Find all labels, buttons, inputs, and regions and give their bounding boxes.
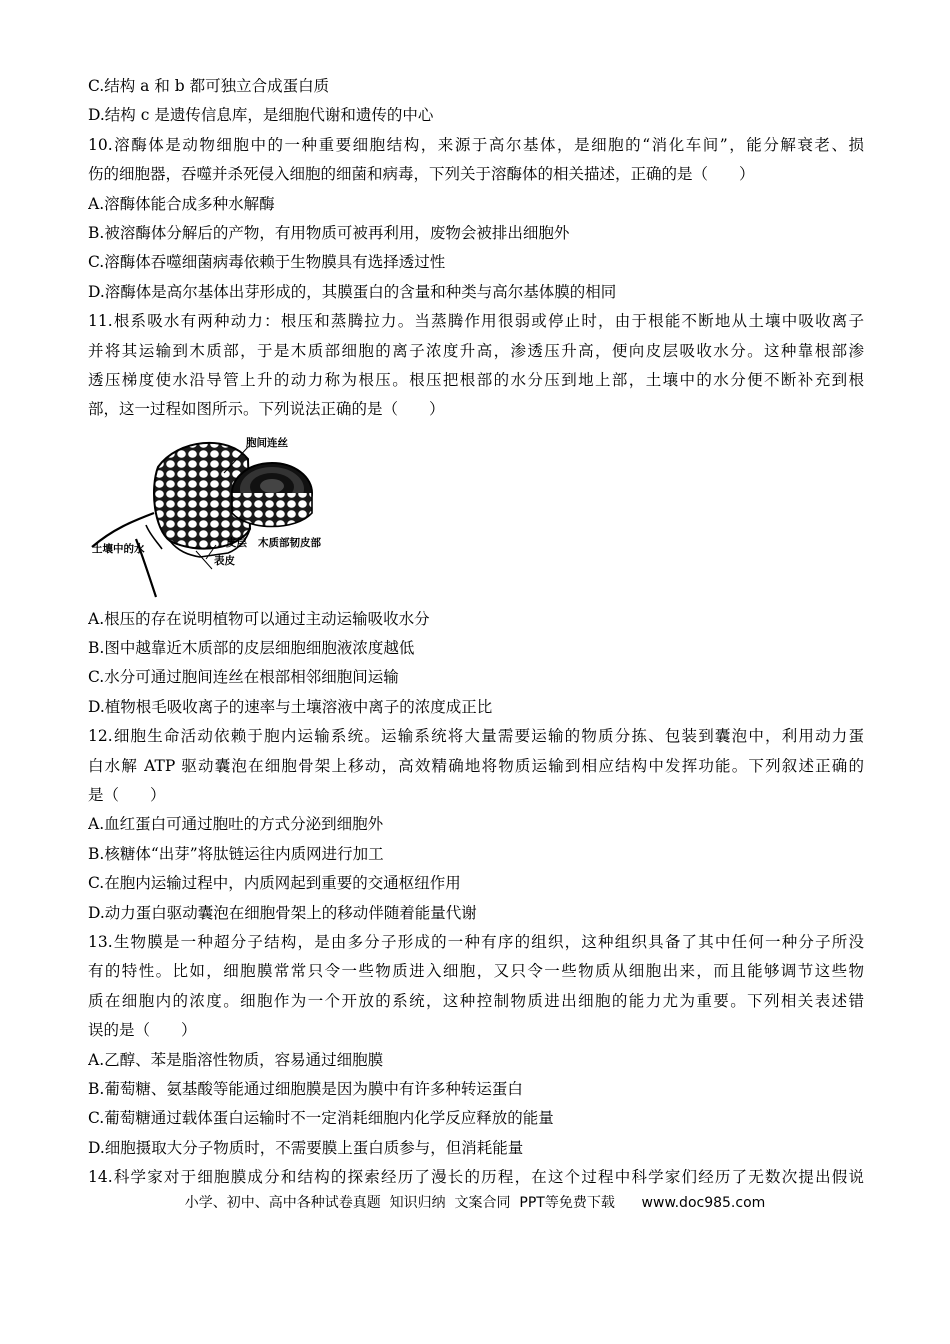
- question-13-stem: 13.生物膜是一种超分子结构，是由多分子形成的一种有序的组织，这种组织具备了其中任何一种分子所没: [88, 932, 864, 951]
- option-a: A.根压的存在说明植物可以通过主动运输吸收水分: [88, 609, 430, 628]
- label-xylem-phloem: 木质部韧皮部: [258, 536, 321, 549]
- question-12-stem: 白水解 ATP 驱动囊泡在细胞骨架上移动，高效精确地将物质运输到相应结构中发挥功能。下列叙述正确的: [88, 756, 864, 775]
- question-content: [88, 72, 864, 1193]
- question-12-stem: 是（ ）: [88, 786, 166, 805]
- option-b: B.图中越靠近木质部的皮层细胞细胞液浓度越低: [88, 639, 415, 658]
- page-footer: 小学、初中、高中各种试卷真题 知识归纳 文案合同 PPT等免费下载 www.doc985.com: [184, 1195, 766, 1211]
- question-10-stem: 伤的细胞器，吞噬并杀死侵入细胞的细菌和病毒，下列关于溶酶体的相关描述，正确的是（ ）: [88, 165, 755, 184]
- label-cortex: 皮层: [226, 536, 247, 549]
- question-11-stem: 并将其运输到木质部，于是木质部细胞的离子浓度升高，渗透压升高，便向皮层吸收水分。这种靠根部渗: [88, 341, 864, 360]
- text-line: D.结构 c 是遗传信息库，是细胞代谢和遗传的中心: [88, 106, 434, 125]
- question-10-stem: 10.溶酶体是动物细胞中的一种重要细胞结构，来源于高尔基体，是细胞的“消化车间”，能分解衰老、损: [88, 135, 864, 154]
- option-a: A.溶酶体能合成多种水解酶: [88, 194, 275, 213]
- option-c: C.水分可通过胞间连丝在根部相邻细胞间运输: [88, 668, 399, 687]
- option-b: B.葡萄糖、氨基酸等能通过细胞膜是因为膜中有许多种转运蛋白: [88, 1079, 523, 1098]
- option-d: D.溶酶体是高尔基体出芽形成的，其膜蛋白的含量和种类与高尔基体膜的相同: [88, 282, 617, 301]
- option-a: A.血红蛋白可通过胞吐的方式分泌到细胞外: [88, 815, 384, 834]
- option-d: D.植物根毛吸收离子的速率与土壤溶液中离子的浓度成正比: [88, 697, 493, 716]
- option-c: C.在胞内运输过程中，内质网起到重要的交通枢纽作用: [88, 874, 461, 893]
- question-13-stem: 误的是（ ）: [88, 1021, 197, 1040]
- option-c: C.葡萄糖通过载体蛋白运输时不一定消耗细胞内化学反应释放的能量: [88, 1109, 554, 1128]
- question-12-stem: 12.细胞生命活动依赖于胞内运输系统。运输系统将大量需要运输的物质分拣、包装到囊泡中，利用动力蛋: [88, 727, 864, 746]
- option-d: D.动力蛋白驱动囊泡在细胞骨架上的移动伴随着能量代谢: [88, 903, 477, 922]
- option-a: A.乙醇、苯是脂溶性物质，容易通过细胞膜: [88, 1050, 384, 1069]
- label-epidermis: 表皮: [214, 554, 235, 567]
- question-11-stem: 透压梯度使水沿导管上升的动力称为根压。根压把根部的水分压到地上部，土壤中的水分便不断补充到根: [88, 370, 864, 389]
- root-diagram-drawing: [88, 429, 338, 601]
- text-line: C.结构 a 和 b 都可独立合成蛋白质: [88, 77, 330, 95]
- option-b: B.被溶酶体分解后的产物，有用物质可被再利用，废物会被排出细胞外: [88, 223, 570, 242]
- question-11-stem: 11.根系吸水有两种动力：根压和蒸腾拉力。当蒸腾作用很弱或停止时，由于根能不断地从土壤中吸收离子: [88, 312, 864, 331]
- question-13-stem: 有的特性。比如，细胞膜常常只令一些物质进入细胞，又只令一些物质从细胞出来，而且能够调节这些物: [88, 962, 864, 981]
- label-soil-water: 土壤中的水: [92, 542, 145, 555]
- question-13-stem: 质在细胞内的浓度。细胞作为一个开放的系统，这种控制物质进出细胞的能力尤为重要。下列相关表述错: [88, 991, 864, 1010]
- option-b: B.核糖体“出芽”将肽链运往内质网进行加工: [88, 844, 384, 863]
- option-d: D.细胞摄取大分子物质时，不需要膜上蛋白质参与，但消耗能量: [88, 1138, 524, 1157]
- question-11-stem: 部，这一过程如图所示。下列说法正确的是（ ）: [88, 400, 445, 419]
- root-cross-section-figure: [88, 429, 338, 601]
- label-plasmodesmata: 胞间连丝: [246, 436, 288, 449]
- question-14-stem: 14.科学家对于细胞膜成分和结构的探索经历了漫长的历程，在这个过程中科学家们经历了无数次提出假说: [88, 1168, 864, 1187]
- option-c: C.溶酶体吞噬细菌病毒依赖于生物膜具有选择透过性: [88, 253, 446, 272]
